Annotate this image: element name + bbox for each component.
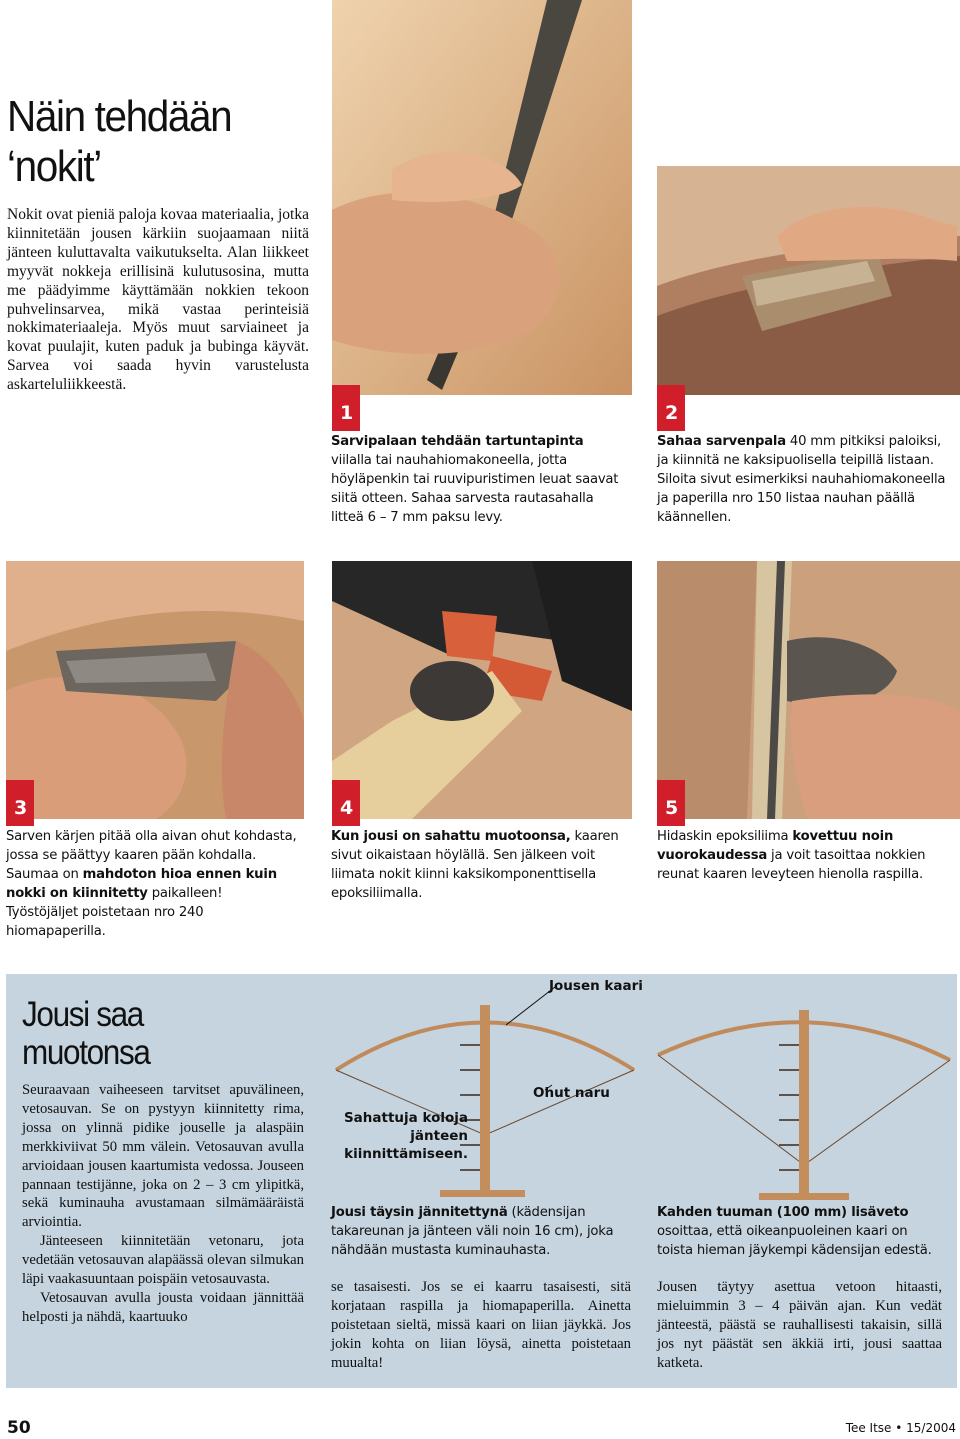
- label-jousen-kaari: Jousen kaari: [549, 978, 643, 994]
- step-4-caption-bold: Kun jousi on sahattu muotoonsa,: [331, 829, 571, 844]
- step-4-caption-text: kaaren sivut oikaistaan höylällä. Sen jälkeen voit liimata nokit kiinni kaksikomponenttisella epoksiliimalla.: [331, 829, 619, 901]
- step-1-number: 1: [340, 402, 354, 424]
- title-line-2: ‘nokit’: [7, 142, 101, 191]
- box-column-2: se tasaisesti. Jos se ei kaarru tasaisesti, sitä korjataan raspilla ja hiomapaperilla. Ainetta poistetaan sieltä, missä kaari on liian jäykkä. Jos jokin kohta on liian löysä, ainetta poistetaan muualta!: [331, 1279, 631, 1371]
- box-column-3: Jousen täytyy asettua vetoon hitaasti, mieluimmin 3 – 4 päivän ajan. Kun vedät jänteestä, päästä se rauhallisesti takaisin, sillä jos nyt päästät sen äkkiä irti, jousi saattaa katketa.: [657, 1279, 942, 1371]
- photo-step-4: [332, 561, 632, 819]
- diagram-1-caption-text: (kädensijan takareunan ja jänteen väli noin 16 cm), joka nähdään mustasta kuminauhasta.: [331, 1205, 614, 1258]
- step-3-caption-pre: Sarven kärjen pitää olla aivan ohut kohdasta, jossa se päättyy kaaren pään kohdalla. Saumaa on: [6, 829, 297, 882]
- step-1-caption: [331, 432, 621, 527]
- photo-step-3: [6, 561, 304, 819]
- step-1-caption-text: viilalla tai nauhahiomakoneella, jotta höyläpenkin tai ruuvipuristimen leuat saavat siitä otteen. Sahaa sarvesta rautasahalla litteä 6 – 7 mm paksu levy.: [331, 453, 619, 525]
- article-title: [7, 92, 292, 192]
- step-2-caption-bold: Sahaa sarvenpala: [657, 434, 786, 449]
- step-5-number: 5: [665, 797, 679, 819]
- step-5-caption-text: ja voit tasoittaa nokkien reunat kaaren leveyteen hienolla raspilla.: [657, 848, 926, 882]
- box-para-1: Seuraavaan vaiheeseen tarvitset apuvälineen, vetosauvan. Se on pystyyn kiinnitetty rima, jossa on ylinnä pidike jouselle ja alaspäin merkkiviivat 50 mm välein. Vetosauvan avulla arvioidaan jousen kaartumista vedossa. Jouseen pannaan testijänne, joka on 2 – 3 cm ylipitkä, sekä kuminauha avustamaan silmämääräistä arviointia.: [22, 1082, 304, 1231]
- step-4-caption: [331, 827, 631, 903]
- step-2-caption-text: 40 mm pitkiksi paloiksi, ja kiinnitä ne kaksipuolisella teipillä listaan. Siloita sivut esimerkiksi nauhahiomakoneella ja paperilla nro 150 listaa nauhan päällä käännellen.: [657, 434, 946, 525]
- step-3-caption-text: paikalleen! Työstöjäljet poistetaan nro 240 hiomapaperilla.: [6, 886, 223, 939]
- intro-paragraph: Nokit ovat pieniä paloja kovaa materiaalia, jotka kiinnitetään jousen kärkiin suojaamaan niitä jänteen kuluttavalta vaikutukselta. Alan liikkeet myyvät nokkeja erillisinä kulutusosina, mutta me päädyimme käyttämään nokkien tekoon puhvelinsarvea, mikä vastaa perinteisiä nokkimateriaaleja. Myös muut sarviaineet ja kovat puulajit, kuten paduk ja bubinga käyvät. Sarvea voi saada hyvin varustelusta askarteluliikkeestä.: [7, 206, 309, 394]
- step-3-number: 3: [14, 797, 28, 819]
- photo-step-1: [332, 0, 632, 395]
- step-1-caption-bold: Sarvipalaan tehdään tartuntapinta: [331, 434, 584, 449]
- photo-step-5: [657, 561, 960, 819]
- step-2-number: 2: [665, 402, 679, 424]
- label-sahattuja: Sahattuja koloja jänteen kiinnittämiseen.: [343, 1110, 468, 1162]
- diagram-2-caption-text: osoittaa, että oikeanpuoleinen kaari on toista hieman jäykempi kädensijan edestä.: [657, 1224, 932, 1258]
- photo-step-2: [657, 166, 960, 395]
- box-title-line-1: Jousi saa: [22, 995, 143, 1034]
- step-5-caption-bold: kovettuu noin vuorokaudessa: [657, 829, 894, 863]
- box-title-line-2: muotonsa: [22, 1033, 150, 1072]
- box-para-2: Jänteeseen kiinnitetään vetonaru, jota vedetään vetosauvan alapäässä olevan silmukan läpi vaakasuuntaan poispäin vetosauvasta.: [22, 1233, 304, 1288]
- step-2-caption: [657, 432, 954, 527]
- diagram-2-caption-bold: Kahden tuuman (100 mm) lisäveto: [657, 1205, 909, 1220]
- title-line-1: Näin tehdään: [7, 92, 232, 141]
- diagram-1-caption: [331, 1203, 631, 1260]
- step-4-number: 4: [340, 797, 354, 819]
- label-ohut-naru: Ohut naru: [533, 1085, 610, 1101]
- bow-diagram-2: [654, 1005, 954, 1200]
- box-text: [22, 1081, 304, 1327]
- publication-info: Tee Itse • 15/2004: [845, 1421, 956, 1435]
- box-title: [22, 996, 150, 1072]
- diagram-2-caption: [657, 1203, 947, 1260]
- diagram-1-caption-bold: Jousi täysin jännitettynä: [331, 1205, 508, 1220]
- box-para-3: Vetosauvan avulla jousta voidaan jännittää helposti ja nähdä, kaartuuko: [22, 1289, 304, 1325]
- step-5-caption-pre: Hidaskin epoksiliima: [657, 829, 793, 844]
- step-3-caption-bold: mahdoton hioa ennen kuin nokki on kiinnitetty: [6, 867, 277, 901]
- step-5-caption: [657, 827, 947, 884]
- page-number: 50: [7, 1418, 31, 1438]
- step-3-caption: [6, 827, 298, 941]
